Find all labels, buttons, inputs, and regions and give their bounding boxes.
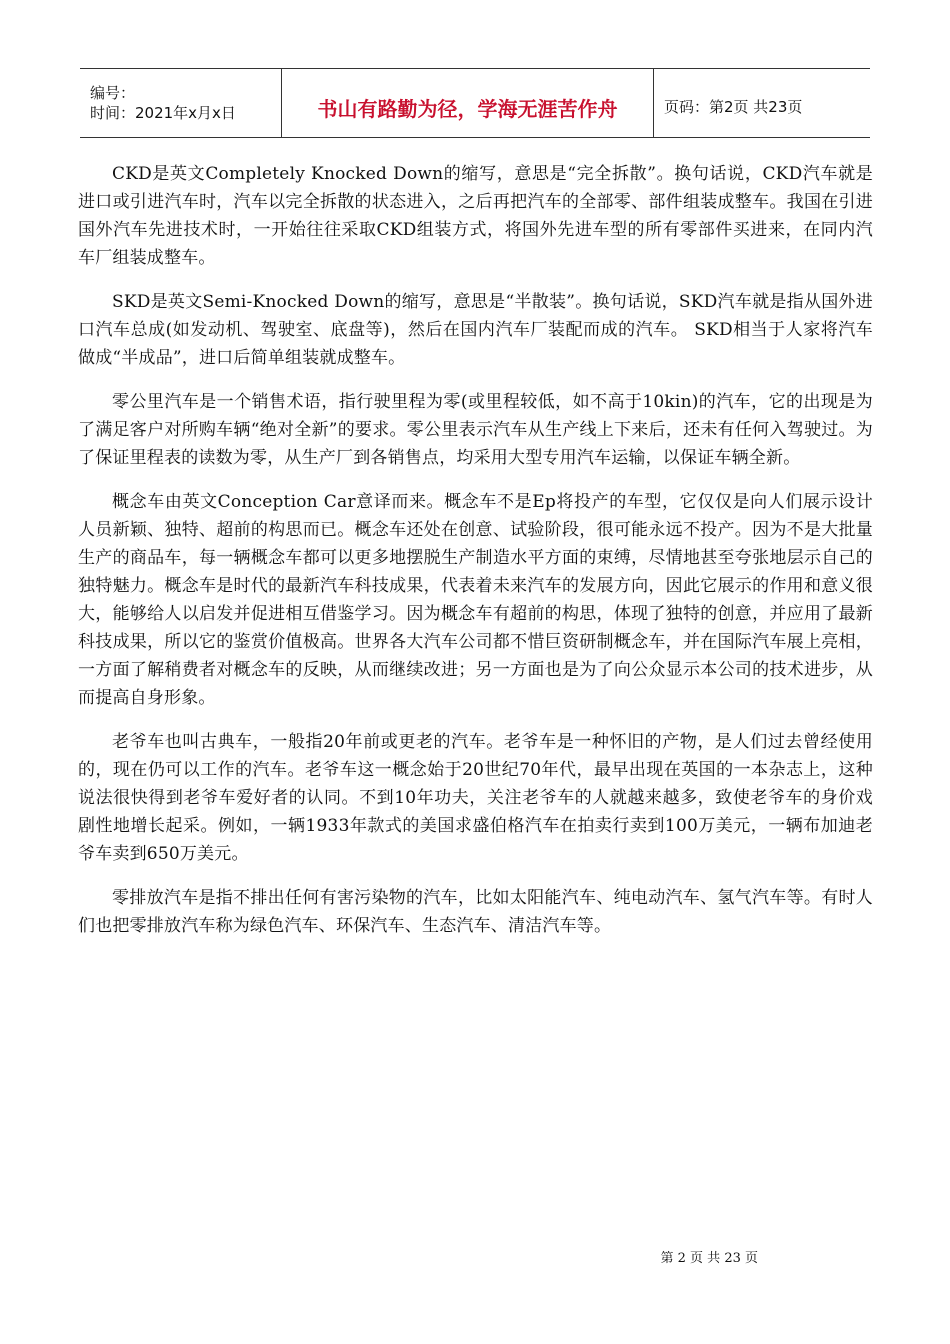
header-meta-cell <box>80 69 282 137</box>
document-time-label: 时间：2021年x月x日 <box>90 104 236 122</box>
header-motto: 书山有路勤为径，学海无涯苦作舟 <box>317 96 618 121</box>
document-body <box>78 160 873 956</box>
document-number-label: 编号： <box>90 84 136 102</box>
paragraph-skd: SKD是英文Semi-Knocked Down的缩写，意思是“半散装”。换句话说，SKD汽车就是指从国外进口汽车总成(如发动机、驾驶室、底盘等)，然后在国内汽车厂装配而成的汽车。 SKD相当于人家将汽车做成“半成品”，进口后简单组装就成整车。 <box>78 292 873 368</box>
page-footer: 第 2 页 共 23 页 <box>660 1251 758 1266</box>
header-page-cell <box>654 69 870 137</box>
paragraph-concept-car: 概念车由英文Conception Car意译而来。概念车不是Ep将投产的车型，它仅仅是向人们展示设计人员新颖、独特、超前的构思而已。概念车还处在创意、试验阶段，很可能永远不投产。因为不是大批量生产的商品车，每一辆概念车都可以更多地摆脱生产制造水平方面的束缚，尽情地甚至夸张地层示自己的独特魅力。概念车是时代的最新汽车科技成果，代表着未来汽车的发展方向，因此它展示的作用和意义很大，能够给人以启发并促进相互借鉴学习。因为概念车有超前的构思，体现了独特的创意，并应用了最新科技成果，所以它的鉴赏价值极高。世界各大汽车公司都不惜巨资研制概念车，并在国际汽车展上亮相，一方面了解稍费者对概念车的反映，从而继续改进；另一方面也是为了向公众显示本公司的技术进步，从而提高自身形象。 <box>78 492 873 708</box>
header-page-info: 页码：第2页 共23页 <box>664 97 803 116</box>
paragraph-vintage-car: 老爷车也叫古典车，一般指20年前或更老的汽车。老爷车是一种怀旧的产物，是人们过去曾经使用的，现在仍可以工作的汽车。老爷车这一概念始于20世纪70年代，最早出现在英国的一本杂志上，这种说法很快得到老爷车爱好者的认同。不到10年功夫，关注老爷车的人就越来越多，致使老爷车的身价戏剧性地增长起采。例如，一辆1933年款式的美国求盛伯格汽车在拍卖行卖到100万美元，一辆布加迪老爷车卖到650万美元。 <box>78 732 873 864</box>
header-motto-cell <box>282 69 654 137</box>
paragraph-zero-emission: 零排放汽车是指不排出任何有害污染物的汽车，比如太阳能汽车、纯电动汽车、氢气汽车等。有时人们也把零排放汽车称为绿色汽车、环保汽车、生态汽车、清洁汽车等。 <box>78 888 873 936</box>
paragraph-ckd: CKD是英文Completely Knocked Down的缩写，意思是“完全拆散”。换句话说，CKD汽车就是进口或引进汽车时，汽车以完全拆散的状态进入，之后再把汽车的全部零、部件组装成整车。我国在引进国外汽车先进技术时，一开始往往采取CKD组装方式，将国外先进车型的所有零部件买进来，在同内汽车厂组装成整车。 <box>78 164 873 268</box>
paragraph-zero-km: 零公里汽车是一个销售术语，指行驶里程为零(或里程较低，如不高于10kin)的汽车，它的出现是为了满足客户对所购车辆“绝对全新”的要求。零公里表示汽车从生产线上下来后，还未有任何入驾驶过。为了保证里程表的读数为零，从生产厂到各销售点，均采用大型专用汽车运输，以保证车辆全新。 <box>78 392 873 468</box>
page-header <box>80 68 870 138</box>
